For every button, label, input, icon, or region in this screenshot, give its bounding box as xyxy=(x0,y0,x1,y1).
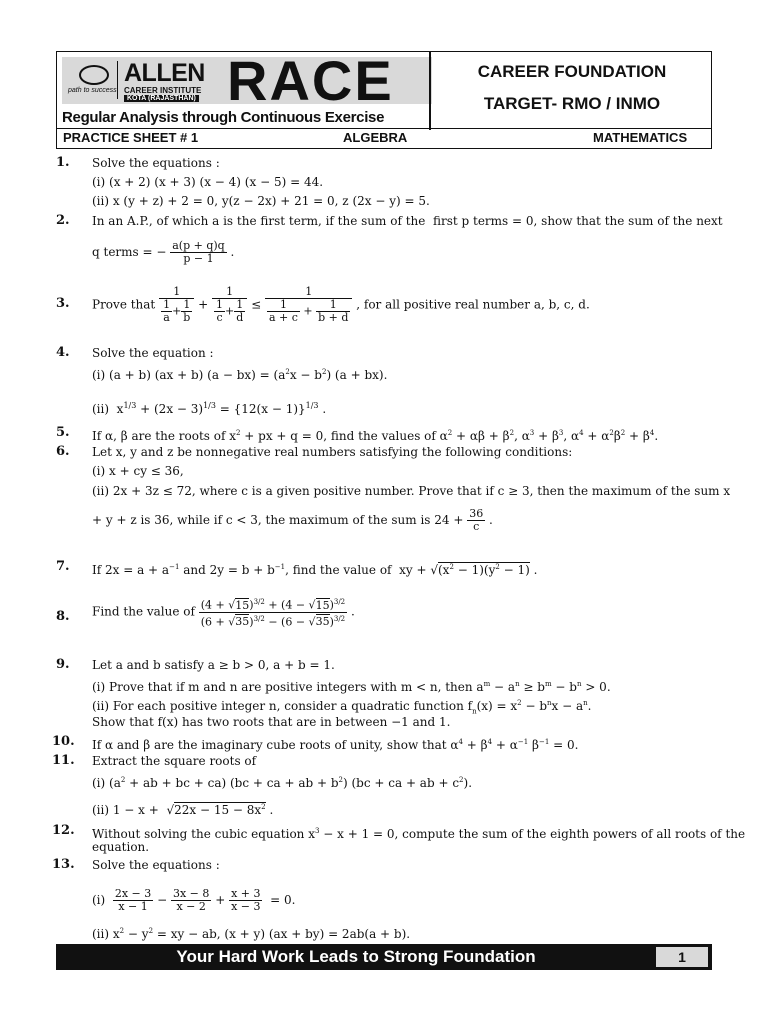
question-text: If α, β are the roots of $x^2$ + px + q = 0, find the values of $\alpha^2 + \alpha\beta + \beta^2$, $\alpha^3 + \beta^3$, $\alpha^4 + \alpha^2\beta^2 + \beta^4$. xyxy=(92,429,659,443)
emblem-icon: path to success xyxy=(67,61,118,99)
sheet-title: PRACTICE SHEET # 1 xyxy=(63,130,199,145)
question-number: 5. xyxy=(56,425,70,440)
question-text: (i) ($a^2$ + ab + bc + ca) (bc + ca + ab + $b^2$) (bc + ca + ab + $c^2$). xyxy=(92,776,473,790)
target-title: TARGET- RMO / INMO xyxy=(483,94,661,113)
sheet-info-strip xyxy=(56,129,712,149)
sheet-topic: ALGEBRA xyxy=(343,130,408,145)
question-text: Prove that 1 $\frac{1}{a}$ + $\frac{1}{b}$ + 1 $\frac{1}{c}$ + $\frac{1}{d}$ ≤ 1 $\frac{1}{a + c}$ + $\frac{1}{b + d}$ , for all positive real number a, b, c, d. xyxy=(92,285,590,324)
question-text: (i) (x + 2) (x + 3) (x − 4) (x − 5) = 44. xyxy=(92,175,324,189)
question-text: (ii) x (y + z) + 2 = 0, y(z − 2x) + 21 = 0, z (2x − y) = 5. xyxy=(92,194,430,208)
question-text: If α and β are the imaginary cube roots of unity, show that $\alpha^4 + \beta^4 + \alpha^{-1}$ $\beta^{-1} = 0$. xyxy=(92,738,579,752)
question-number: 13. xyxy=(52,857,75,872)
question-text: Show that f(x) has two roots that are in between −1 and 1. xyxy=(92,715,451,729)
question-number: 10. xyxy=(52,734,75,749)
question-number: 3. xyxy=(56,296,70,311)
question-text: (i) $\frac{2x - 3}{x - 1}$ − $\frac{3x - 8}{x - 2}$ + $\frac{x + 3}{x - 3}$ = 0. xyxy=(92,887,296,913)
question-number: 12. xyxy=(52,823,75,838)
question-text: q terms = − $\frac{a(p + q)q}{p - 1}$ . xyxy=(92,239,235,265)
question-number: 8. xyxy=(56,609,70,624)
sheet-header xyxy=(56,51,712,129)
question-number: 6. xyxy=(56,444,70,459)
question-text: (ii) For each positive integer n, consider a quadratic function $f_n(x) = x^2 - b^nx - a^n$. xyxy=(92,699,592,716)
question-text: + y + z is 36, while if c < 3, the maximum of the sum is 24 + $\frac{36}{c}$ . xyxy=(92,507,493,533)
race-logo: RACE xyxy=(227,49,394,112)
page-number: 1 xyxy=(656,947,708,967)
question-text: Let a and b satisfy a ≥ b > 0, a + b = 1. xyxy=(92,658,335,672)
question-text: In an A.P., of which a is the first term, if the sum of the first p terms = 0, show that the sum of the next xyxy=(92,214,723,228)
page-footer xyxy=(56,944,712,970)
question-number: 4. xyxy=(56,345,70,360)
institute-name: CAREER INSTITUTE xyxy=(124,86,202,95)
footer-slogan: Your Hard Work Leads to Strong Foundation xyxy=(176,947,536,966)
question-text: (i) x + cy ≤ 36, xyxy=(92,464,184,478)
question-text: Solve the equation : xyxy=(92,346,214,360)
question-text: Solve the equations : xyxy=(92,156,220,170)
question-number: 7. xyxy=(56,559,70,574)
question-text: (i) (a + b) (ax + b) $(a - bx) = (a^2x - b^2) (a + bx)$. xyxy=(92,368,388,382)
question-number: 2. xyxy=(56,213,70,228)
question-number: 11. xyxy=(52,753,75,768)
question-text: (ii) 2x + 3z ≤ 72, where c is a given positive number. Prove that if c ≥ 3, then the maximum of the sum x xyxy=(92,484,731,498)
question-text: (ii) $x^{1/3} + (2x - 3)^{1/3} = \{12(x - 1)\}^{1/3}$ . xyxy=(92,401,327,416)
question-text: (i) Prove that if m and n are positive integers with m < n, then $a^m - a^n \ge b^m - b^n > 0$. xyxy=(92,680,611,694)
question-number: 9. xyxy=(56,657,70,672)
question-text: equation. xyxy=(92,840,150,854)
question-text: If $2x = a + a^{-1}$ and $2y = b + b^{-1}$, find the value of xy + $√(x^2 - 1)(y^2 - 1)$ . xyxy=(92,563,538,577)
brand-name: ALLEN xyxy=(124,59,205,87)
allen-logo xyxy=(62,49,432,112)
tagline: Regular Analysis through Continuous Exercise xyxy=(62,109,385,126)
question-text: (ii) $x^2 - y^2$ = xy − ab, (x + y) (ax + by) = 2ab(a + b). xyxy=(92,927,411,941)
question-number: 1. xyxy=(56,155,70,170)
question-text: (ii) $1 - x + √22x - 15 - 8x^2$ . xyxy=(92,803,274,817)
location-badge: KOTA (RAJASTHAN) xyxy=(124,95,199,102)
question-text: Extract the square roots of xyxy=(92,754,257,768)
question-text: Find the value of $\frac{(4 + √15)^{3/2} + (4 - √15)^{3/2}}{(6 + √35)^{3/2} - (6 - √35)^{3/2}}$ . xyxy=(92,598,355,629)
question-text: Without solving the cubic equation $x^3 - x + 1 = 0$, compute the sum of the eighth powers of all roots of the xyxy=(92,827,746,841)
sheet-subject: MATHEMATICS xyxy=(593,130,688,145)
question-text: Solve the equations : xyxy=(92,858,220,872)
course-title: CAREER FOUNDATION xyxy=(477,62,667,81)
question-text: Let x, y and z be nonnegative real numbers satisfying the following conditions: xyxy=(92,445,573,459)
